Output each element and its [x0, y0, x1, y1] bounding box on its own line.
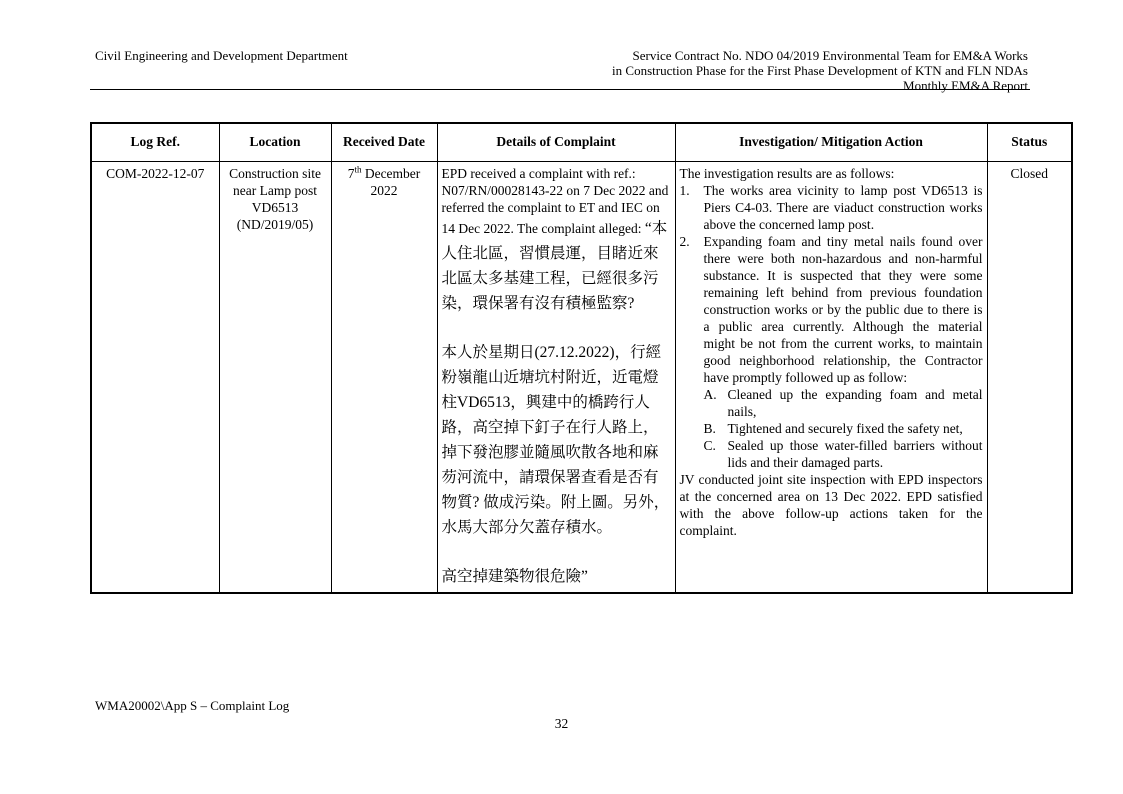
header-contract-info	[468, 48, 1028, 93]
investigation-intro: The investigation results are as follows:	[679, 165, 895, 181]
complaint-intro-text: EPD received a complaint with ref.: N07/RN/00028143-22 on 7 Dec 2022 and referred the complaint to ET and IEC on 14 Dec 2022. The complaint alleged:	[441, 165, 669, 236]
investigation-subitem-b-number: B.	[703, 420, 716, 436]
column-header-status: Status	[987, 123, 1072, 161]
header-contract-line-1: Service Contract No. NDO 04/2019 Environmental Team for EM&A Works	[632, 48, 1028, 63]
complaint-paragraph-2	[442, 340, 671, 540]
investigation-item-2	[680, 233, 983, 386]
complaint-paragraph-1	[442, 165, 671, 316]
investigation-item-2-number: 2.	[679, 233, 690, 249]
cell-details-of-complaint	[437, 161, 675, 593]
complaint-paragraph-3	[442, 564, 671, 589]
investigation-closing: JV conducted joint site inspection with EPD inspectors at the concerned area on 13 Dec 2022. EPD satisfied with the above follow-up actions taken for the complaint.	[679, 471, 983, 538]
received-date-day: 7	[347, 165, 355, 181]
investigation-subitem-a-number: A.	[703, 386, 717, 402]
page-number: 32	[554, 716, 569, 731]
header-department: Civil Engineering and Development Department	[95, 48, 348, 63]
complaint-quote-part-1: “本人住北區，習慣晨運，目睹近來北區太多基建工程，已經很多污染，環保署有沒有積極監察?	[441, 219, 668, 312]
footer-document-reference: WMA20002\App S – Complaint Log	[95, 698, 290, 713]
column-header-log-ref: Log Ref.	[91, 123, 219, 161]
column-header-details: Details of Complaint	[437, 123, 675, 161]
investigation-subitem-c-text: Sealed up those water-filled barriers without lids and their damaged parts.	[727, 437, 983, 470]
complaint-quote-part-3: 高空掉建築物很危險”	[441, 567, 588, 585]
investigation-item-1	[680, 182, 983, 233]
cell-investigation-action	[675, 161, 987, 593]
table-header-row	[91, 123, 1072, 161]
header-report-title: Monthly EM&A Report	[903, 78, 1028, 93]
cell-status: Closed	[987, 161, 1072, 593]
table-row	[91, 161, 1072, 593]
column-header-received-date: Received Date	[331, 123, 437, 161]
investigation-item-2-text: Expanding foam and tiny metal nails found over there were both non-hazardous and non-harmful substance. It is suspected that they were some remaining left behind from previous foundation construction works or by the public due to there is a public area currently. Although the material might be not from the current works, to maintain good neighborhood relationship, the Contractor have promptly followed up as follow:	[703, 233, 983, 385]
cell-received-date	[331, 161, 437, 593]
received-date-ordinal: th	[354, 164, 362, 174]
complaint-log-table	[90, 122, 1073, 594]
complaint-quote-part-2: 本人於星期日(27.12.2022)，行經粉嶺龍山近塘坑村附近，近電燈柱VD6513，興建中的橋跨行人路，高空掉下釘子在行人路上，掉下發泡膠並隨風吹散各地和麻芴河流中，請環保署查看是否有物質? 做成污染。附上圖。另外，水馬大部分欠蓋存積水。	[441, 343, 670, 536]
investigation-item-1-text: The works area vicinity to lamp post VD6513 is Piers C4-03. There are viaduct construction works above the concerned lamp post.	[703, 182, 983, 232]
column-header-location: Location	[219, 123, 331, 161]
investigation-subitem-a	[704, 386, 983, 420]
header-contract-line-2: in Construction Phase for the First Phase Development of KTN and FLN NDAs	[612, 63, 1028, 78]
received-date-rest: December 2022	[361, 165, 421, 198]
investigation-subitem-b-text: Tightened and securely fixed the safety net,	[727, 420, 963, 436]
header-divider	[90, 89, 1030, 90]
investigation-subitem-b	[704, 420, 983, 437]
investigation-subitem-a-text: Cleaned up the expanding foam and metal nails,	[727, 386, 983, 419]
cell-location: Construction site near Lamp post VD6513 (ND/2019/05)	[219, 161, 331, 593]
investigation-subitem-c-number: C.	[703, 437, 716, 453]
investigation-item-1-number: 1.	[679, 182, 690, 198]
investigation-subitem-c	[704, 437, 983, 471]
cell-log-ref: COM-2022-12-07	[91, 161, 219, 593]
column-header-investigation: Investigation/ Mitigation Action	[675, 123, 987, 161]
